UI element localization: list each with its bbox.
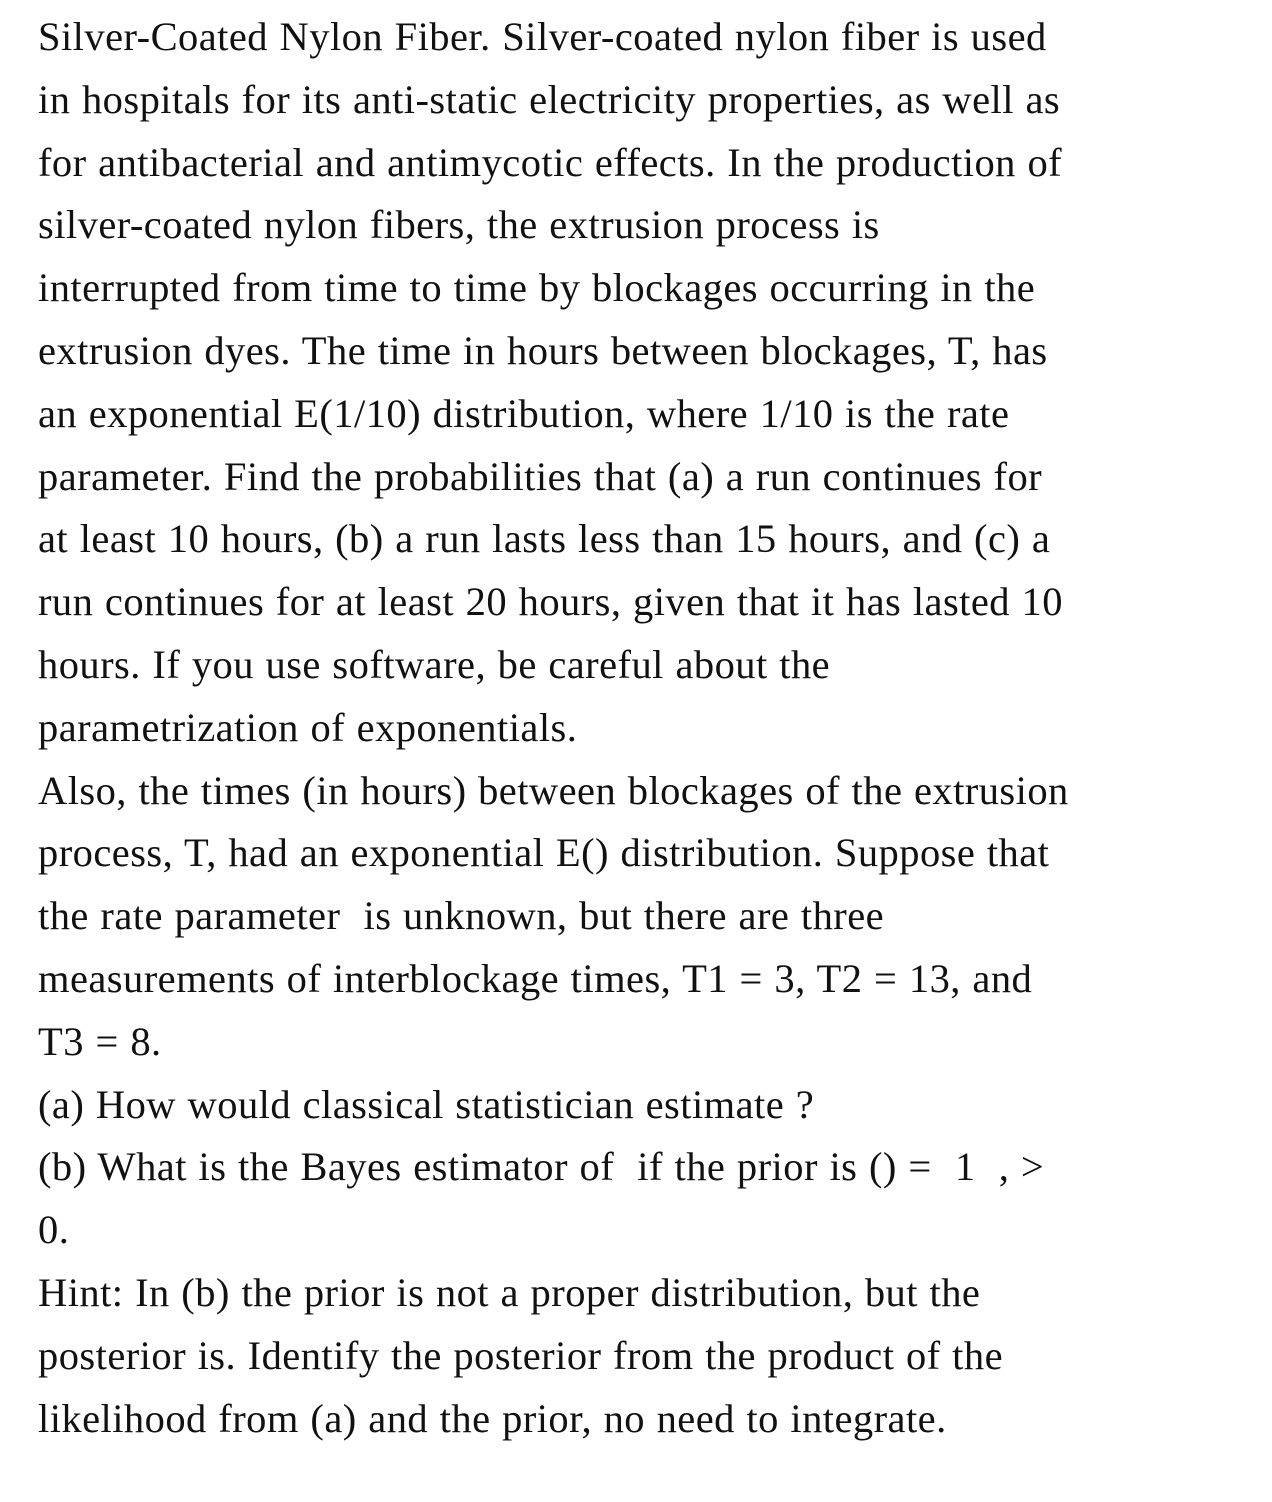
text-line: measurements of interblockage times, T1 = 3, T2 = 13, and [38, 955, 1033, 1001]
text-line: an exponential E(1/10) distribution, where 1/10 is the rate [38, 390, 1010, 436]
text-line: Hint: In (b) the prior is not a proper distribution, but the [38, 1269, 981, 1315]
text-line: hours. If you use software, be careful about the [38, 641, 831, 687]
text-line: (b) What is the Bayes estimator of if the prior is () = 1 , > [38, 1144, 1045, 1190]
text-line: in hospitals for its anti-static electricity properties, as well as [38, 76, 1061, 122]
intro-paragraph [38, 6, 1238, 760]
text-line: T3 = 8. [38, 1018, 162, 1064]
problem-text [38, 6, 1238, 1450]
text-line: Also, the times (in hours) between blockages of the extrusion [38, 767, 1069, 813]
text-line: parameter. Find the probabilities that (a) a run continues for [38, 453, 1043, 499]
text-line: silver-coated nylon fibers, the extrusion process is [38, 202, 880, 248]
question-a [38, 1074, 1238, 1137]
text-line: (a) How would classical statistician estimate ? [38, 1081, 815, 1127]
text-line: extrusion dyes. The time in hours between blockages, T, has [38, 327, 1048, 373]
text-line: process, T, had an exponential E() distribution. Suppose that [38, 830, 1050, 876]
text-line: the rate parameter is unknown, but there are three [38, 893, 885, 939]
hint-paragraph [38, 1262, 1238, 1450]
text-line: 0. [38, 1207, 70, 1253]
text-line: at least 10 hours, (b) a run lasts less than 15 hours, and (c) a [38, 516, 1051, 562]
followup-paragraph [38, 760, 1238, 1074]
text-line: Silver-Coated Nylon Fiber. Silver-coated nylon fiber is used [38, 14, 1047, 59]
text-line: for antibacterial and antimycotic effects. In the production of [38, 139, 1063, 185]
text-line: likelihood from (a) and the prior, no need to integrate. [38, 1395, 947, 1441]
question-b [38, 1136, 1238, 1262]
text-line: posterior is. Identify the posterior from the product of the [38, 1332, 1004, 1378]
text-line: run continues for at least 20 hours, given that it has lasted 10 [38, 579, 1063, 625]
text-line: interrupted from time to time by blockages occurring in the [38, 265, 1036, 311]
text-line: parametrization of exponentials. [38, 704, 578, 750]
